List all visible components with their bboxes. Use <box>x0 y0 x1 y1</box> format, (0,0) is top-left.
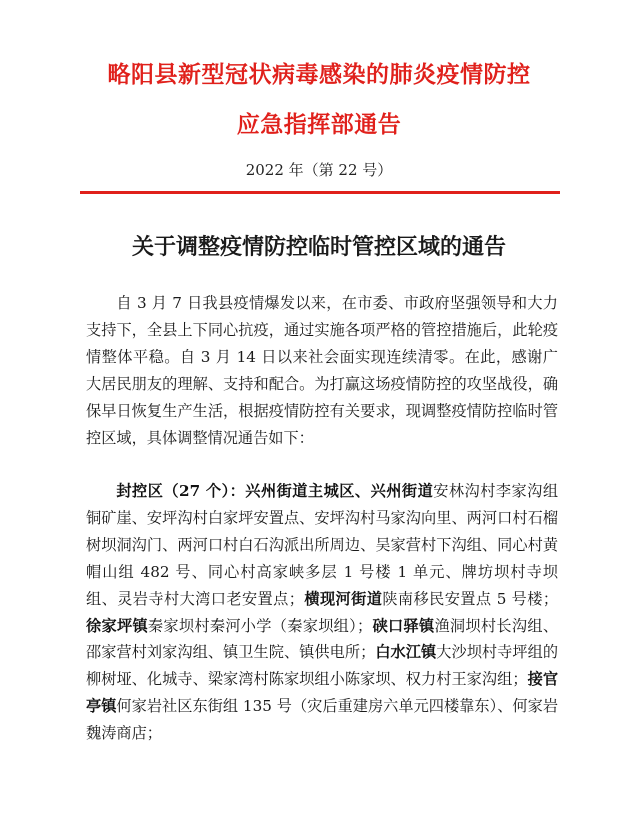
town-name: 横现河街道 <box>303 589 383 608</box>
town-name: 兴州街道主城区 <box>245 482 355 500</box>
closed-area-paragraph <box>86 478 558 747</box>
area-list-text: 渔洞坝村长沟组、邵家营村刘家沟组、镇卫生院、镇供电所； <box>86 616 559 662</box>
town-name: 白水江镇 <box>375 643 437 662</box>
area-list-text: 秦家坝村秦河小学（秦家坝组）； <box>147 616 373 635</box>
area-list-text: 大沙坝村寺坪组的柳树垭、化城寺、梁家湾村陈家坝组小陈家坝、权力村王家沟组； <box>86 643 559 689</box>
document-title: 关于调整疫情防控临时管控区域的通告 <box>131 234 506 260</box>
area-list-text: 何家岩社区东街组 135 号（灾后重建房六单元四楼靠东）、何家岩魏涛商店； <box>86 697 559 743</box>
separator: 、 <box>354 482 371 500</box>
town-name: 兴州街道 <box>370 482 434 500</box>
closed-area-heading: 封控区（27 个）： <box>116 482 246 500</box>
area-list-text: 安林沟村李家沟组铜矿崖、安坪沟村白家坪安置点、安坪沟村马家沟向里、两河口村石榴树坝洞沟门、两河口村白石沟派出所周边、吴家营村下沟组、同心村黄帽山组 482 号、同心村高家峡多层 1 号楼 1 单元、牌坊坝村寺坝组、灵岩寺村大湾口老安置点； <box>86 482 559 608</box>
town-name: 徐家坪镇 <box>86 616 148 635</box>
header-title-line1: 略阳县新型冠状病毒感染的肺炎疫情防控 <box>107 62 531 88</box>
area-list-text: 陕南移民安置点 5 号楼； <box>382 589 559 608</box>
header-title-line2: 应急指挥部通告 <box>236 112 402 138</box>
red-divider-rule <box>80 191 560 194</box>
issue-number: 2022 年（第 22 号） <box>245 161 393 179</box>
town-name: 硖口驿镇 <box>372 616 435 635</box>
town-name: 接官亭镇 <box>86 670 559 716</box>
intro-paragraph: 自 3 月 7 日我县疫情爆发以来，在市委、市政府坚强领导和大力支持下，全县上下同心抗疫，通过实施各项严格的管控措施后，此轮疫情整体平稳。自 3 月 14 日以来社会面实现连续清零。在此，感谢广大居民朋友的理解、支持和配合。为打赢这场疫情防控的攻坚战役，确保早日恢复生产生活，根据疫情防控有关要求，现调整疫情防控临时管控区域，具体调整情况通告如下： <box>86 294 558 447</box>
